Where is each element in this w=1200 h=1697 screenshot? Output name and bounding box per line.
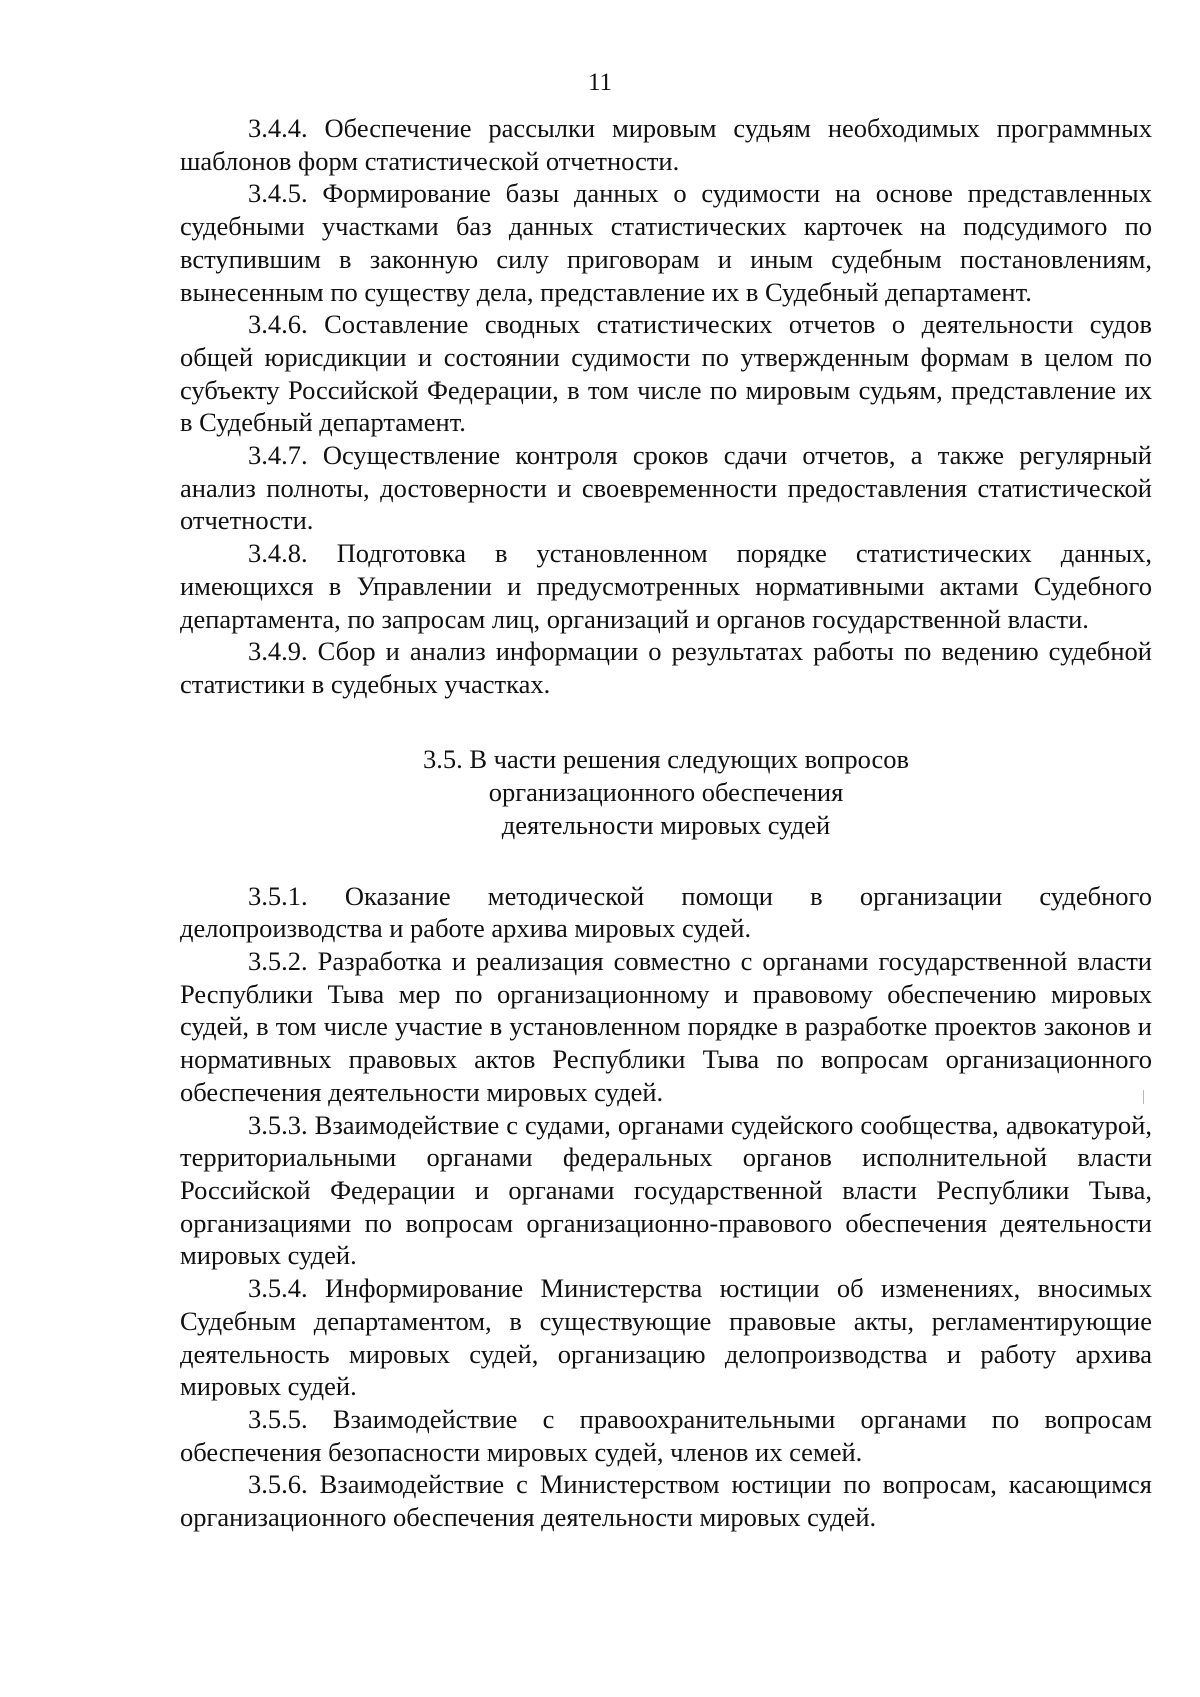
section-heading-3-5 bbox=[180, 743, 1152, 842]
section-heading-line-3: деятельности мировых судей bbox=[501, 809, 831, 840]
paragraph-3-5-6: 3.5.6. Взаимодействие с Министерством юстиции по вопросам, касающимся организационного обеспечения деятельности мировых судей. bbox=[180, 1469, 1152, 1533]
section-heading-line-2: организационного обеспечения bbox=[488, 776, 844, 807]
paragraph-3-5-1: 3.5.1. Оказание методической помощи в организации судебного делопроизводства и работе архива мировых судей. bbox=[180, 880, 1152, 944]
section-heading-line-1: 3.5. В части решения следующих вопросов bbox=[422, 743, 910, 774]
paragraph-3-4-4: 3.4.4. Обеспечение рассылки мировым судьям необходимых программных шаблонов форм статистической отчетности. bbox=[180, 113, 1152, 176]
scan-artifact-mark bbox=[1143, 1090, 1144, 1104]
paragraph-3-5-5: 3.5.5. Взаимодействие с правоохранительными органами по вопросам обеспечения безопасности мировых судей, членов их семей. bbox=[180, 1403, 1152, 1467]
paragraph-3-5-4: 3.5.4. Информирование Министерства юстиции об изменениях, вносимых Судебным департаментом, в существующие правовые акты, регламентирующие деятельность мировых судей, организацию делопроизводства и работу архива мировых судей. bbox=[180, 1273, 1152, 1402]
paragraph-3-4-6: 3.4.6. Составление сводных статистических отчетов о деятельности судов общей юрисдикции и состоянии судимости по утвержденным формам в целом по субъекту Российской Федерации, в том числе по мировым судьям, представление их в Судебный департамент. bbox=[180, 309, 1152, 438]
paragraph-3-4-8: 3.4.8. Подготовка в установленном порядке статистических данных, имеющихся в Управлении и предусмотренных нормативными актами Судебного департамента, по запросам лиц, организаций и органов государственной власти. bbox=[180, 538, 1152, 634]
paragraph-3-4-9: 3.4.9. Сбор и анализ информации о результатах работы по ведению судебной статистики в судебных участках. bbox=[180, 636, 1152, 699]
page-number: 11 bbox=[587, 69, 613, 96]
paragraph-3-5-2: 3.5.2. Разработка и реализация совместно с органами государственной власти Республики Тыва мер по организационному и правовому обеспечению мировых судей, в том числе участие в установленном порядке в разработке проектов законов и нормативных правовых актов Республики Тыва по вопросам организационного обеспечения деятельности мировых судей. bbox=[180, 946, 1152, 1107]
paragraph-3-4-7: 3.4.7. Осуществление контроля сроков сдачи отчетов, а также регулярный анализ полноты, достоверности и своевременности предоставления статистической отчетности. bbox=[180, 440, 1152, 536]
paragraph-3-5-3: 3.5.3. Взаимодействие с судами, органами судейского сообщества, адвокатурой, территориальными органами федеральных органов исполнительной власти Российской Федерации и органами государственной власти Республики Тыва, организациями по вопросам организационно-правового обеспечения деятельности мировых судей. bbox=[180, 1109, 1152, 1271]
paragraph-3-4-5: 3.4.5. Формирование базы данных о судимости на основе представленных судебными участками баз данных статистических карточек на подсудимого по вступившим в законную силу приговорам и иным судебным постановлениям, вынесенным по существу дела, представление их в Судебный департамент. bbox=[180, 178, 1152, 307]
document-body bbox=[180, 112, 1152, 1534]
